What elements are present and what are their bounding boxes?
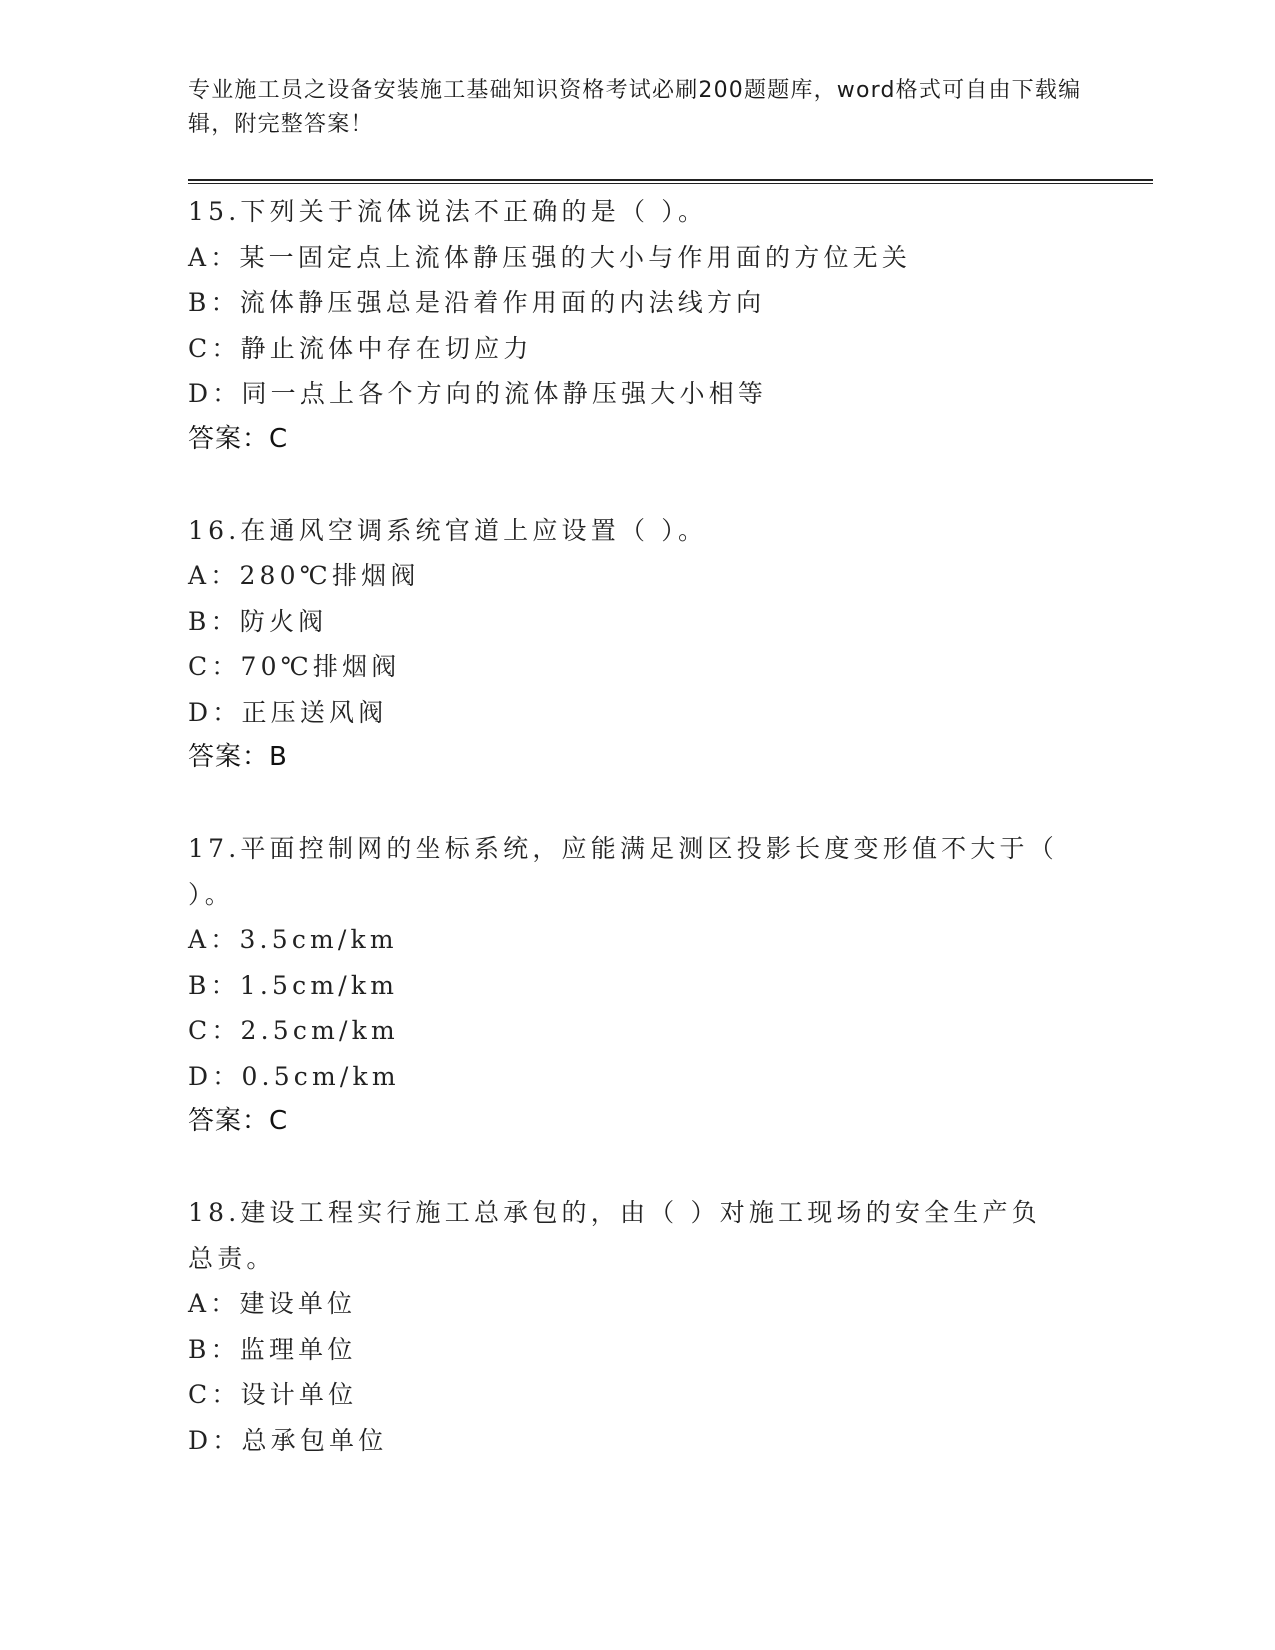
question-16 [188, 508, 1068, 781]
option-a: A：某一固定点上流体静压强的大小与作用面的方位无关 [188, 242, 912, 272]
question-17 [188, 826, 1071, 1144]
question-stem: 16.在通风空调系统官道上应设置（ ）。 [188, 515, 708, 545]
option-b: B：1.5cm/km [188, 970, 399, 1000]
question-stem: 17.平面控制网的坐标系统，应能满足测区投影长度变形值不大于（ ）。 [188, 834, 1071, 909]
header-divider [188, 179, 1153, 184]
answer: 答案：C [188, 423, 289, 454]
question-stem: 15.下列关于流体说法不正确的是（ ）。 [188, 197, 708, 226]
question-list [188, 189, 1071, 1509]
option-b: B：防火阀 [188, 606, 328, 636]
option-d: D：0.5cm/km [188, 1061, 400, 1091]
question-18 [188, 1190, 1068, 1463]
option-c: C：静止流体中存在切应力 [188, 333, 533, 363]
option-a: A：建设单位 [188, 1289, 357, 1318]
answer: 答案：B [188, 742, 288, 772]
option-d: D：总承包单位 [188, 1425, 388, 1455]
option-c: C：70℃排烟阀 [188, 652, 401, 681]
question-15 [188, 189, 1068, 462]
option-a: A：280℃排烟阀 [188, 561, 420, 590]
option-d: D：同一点上各个方向的流体静压强大小相等 [188, 379, 768, 408]
option-b: B：流体静压强总是沿着作用面的内法线方向 [188, 288, 766, 317]
option-c: C：2.5cm/km [188, 1016, 399, 1045]
option-c: C：设计单位 [188, 1380, 358, 1409]
option-b: B：监理单位 [188, 1334, 357, 1364]
option-d: D：正压送风阀 [188, 697, 388, 727]
option-a: A：3.5cm/km [188, 925, 398, 954]
answer: 答案：C [188, 1106, 289, 1136]
document-header: 专业施工员之设备安装施工基础知识资格考试必刷200题题库，word格式可自由下载编辑，附完整答案！ [188, 78, 1082, 137]
question-stem: 18.建设工程实行施工总承包的，由（ ）对施工现场的安全生产负总责。 [188, 1198, 1041, 1273]
